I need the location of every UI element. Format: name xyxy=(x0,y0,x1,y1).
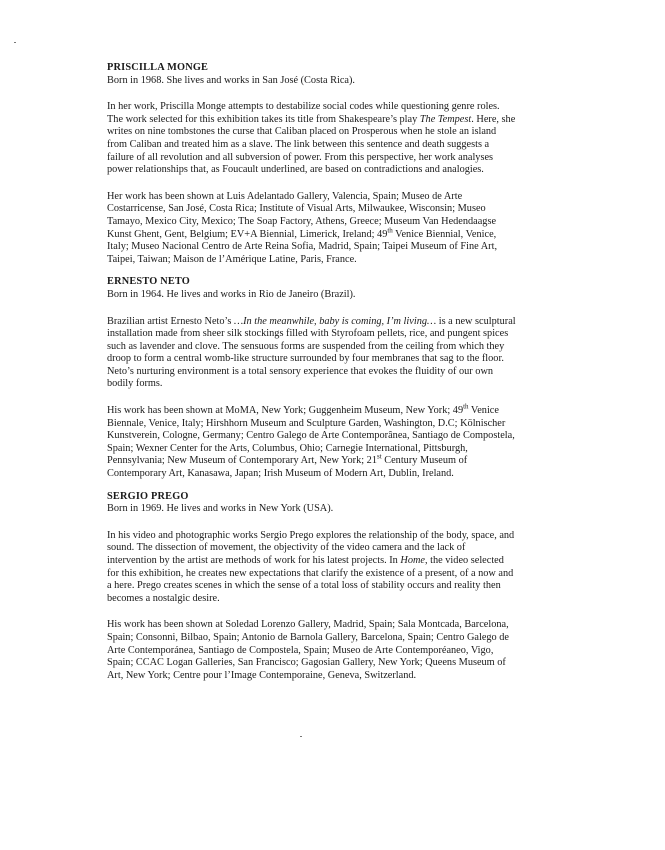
artist-birth-line: Born in 1969. He lives and works in New York (USA). xyxy=(107,503,334,515)
text-run: In her work, Priscilla Monge attempts to destabilize social codes while questioning genre roles. The work selected for this exhibition takes its title from Shakespeare’s play xyxy=(107,101,500,125)
text-run: In his video and photographic works Sergio Prego explores the relationship of the body, space, and sound. The dissection of movement, the objectivity of the video camera and the lack of intervention by the artist are methods of work for his latest projects. In xyxy=(107,529,515,566)
artist-birth-line: Born in 1964. He lives and works in Rio de Janeiro (Brazil). xyxy=(107,288,356,300)
text-run: Century Museum of Contemporary Art, Kanasawa, Japan; Irish Museum of Modern Art, Dublin, Ireland. xyxy=(107,455,468,480)
text-run: His work has been shown at MoMA, New York; Guggenheim Museum, New York; 49 xyxy=(107,405,464,417)
artist-entry-priscilla-monge xyxy=(107,62,517,266)
text-run: His work has been shown at Soledad Lorenzo Gallery, Madrid, Spain; Sala Montcada, Barcelona, Spain; Consonni, Bilbao, Spain; Antonio de Barnola Gallery, Barcelona, Spain; Centro Galego de Arte Contemporánea, Santiago de Compostela, Spain; Museo de Arte Contemporéaneo, Vigo, Spain; CCAC Logan Galleries, San Francisco; Gagosian Gallery, New York; Queens Museum of Art, New York; Centre pour l’Image Contemporaine, Geneva, Switzerland. xyxy=(107,619,509,681)
text-run: Brazilian artist Ernesto Neto’s xyxy=(107,315,234,327)
artist-description xyxy=(107,101,517,177)
work-title: The Tempest xyxy=(419,113,472,125)
artist-birth-line: Born in 1968. She lives and works in San José (Costa Rica). xyxy=(107,74,355,86)
artist-exhibitions xyxy=(107,619,517,682)
artist-description xyxy=(107,316,517,392)
artist-exhibitions xyxy=(107,402,517,481)
ordinal-suffix: st xyxy=(376,453,382,462)
artist-description xyxy=(107,530,517,606)
text-run: is a new sculptural installation made from sheer silk stockings filled with Styrofoam pellets, rice, and pungent spices such as lavender and clove. The sensuous forms are suspended from the ceiling from which they droop to form a central womb-like structure surrounded by four membranes that sag to the floor. Neto’s nurturing environment is a total sensory experience that evokes the fluidity of our own bodily forms. xyxy=(107,315,516,390)
artist-entry-ernesto-neto xyxy=(107,276,517,480)
ordinal-suffix: th xyxy=(387,226,393,235)
text-run: Venice Biennial, Venice, Italy; Museo Nacional Centro de Arte Reina Sofia, Madrid, Spain; Taipei Museum of Fine Art, Taipei, Taiwan; Maison de l’Amérique Latine, Paris, France. xyxy=(107,228,498,265)
text-run: Her work has been shown at Luis Adelantado Gallery, Valencia, Spain; Museo de Arte Costarricense, San José, Costa Rica; Institute of Visual Arts, Milwaukee, Wisconsin; Museo Tamayo, Mexico City, Mexico; The Soap Factory, Athens, Greece; Museum Van Hedendaagse Kunst Ghent, Gent, Belgium; EV+A Biennial, Limerick, Ireland; 49 xyxy=(107,190,497,240)
scan-speck xyxy=(14,42,16,43)
text-run: , the video selected for this exhibition, he creates new expectations that clarify the existence of a present, of a now and a here. Prego creates scenes in which the sense of a total loss of stability occurs and reality then becomes a nostalgic desire. xyxy=(107,555,514,604)
artist-name: PRISCILLA MONGE xyxy=(107,62,209,73)
work-title: …In the meanwhile, baby is coming, I’m living… xyxy=(233,315,437,327)
artist-name: ERNESTO NETO xyxy=(107,276,190,288)
artist-entry-sergio-prego xyxy=(107,491,517,683)
text-run: . Here, she writes on nine tombstones the curse that Caliban placed on Prosperous when he stole an island from Caliban and treated him as a slave. The link between this sentence and death suggests a failure of all revolution and all subversion of power. From this perspective, her work analyses power relationships that, as Foucault underlined, are based on contradictions and analogies. xyxy=(107,113,516,176)
ordinal-suffix: th xyxy=(463,402,469,411)
text-run: Venice Biennale, Venice, Italy; Hirshhorn Museum and Sculpture Garden, Washington, D.C; Kölnischer Kunstverein, Cologne, Germany; Centro Galego de Arte Contemporânea, Santiago de Compostela, Spain; Wexner Center for the Arts, Columbus, Ohio; Carnegie International, Pittsburgh, Pennsylvania; New Museum of Contemporary Art, New York; 21 xyxy=(107,405,515,467)
scan-speck xyxy=(300,736,302,737)
artist-exhibitions xyxy=(107,191,517,267)
document-page xyxy=(107,62,517,682)
work-title: Home xyxy=(400,555,425,566)
artist-name: SERGIO PREGO xyxy=(107,490,189,502)
